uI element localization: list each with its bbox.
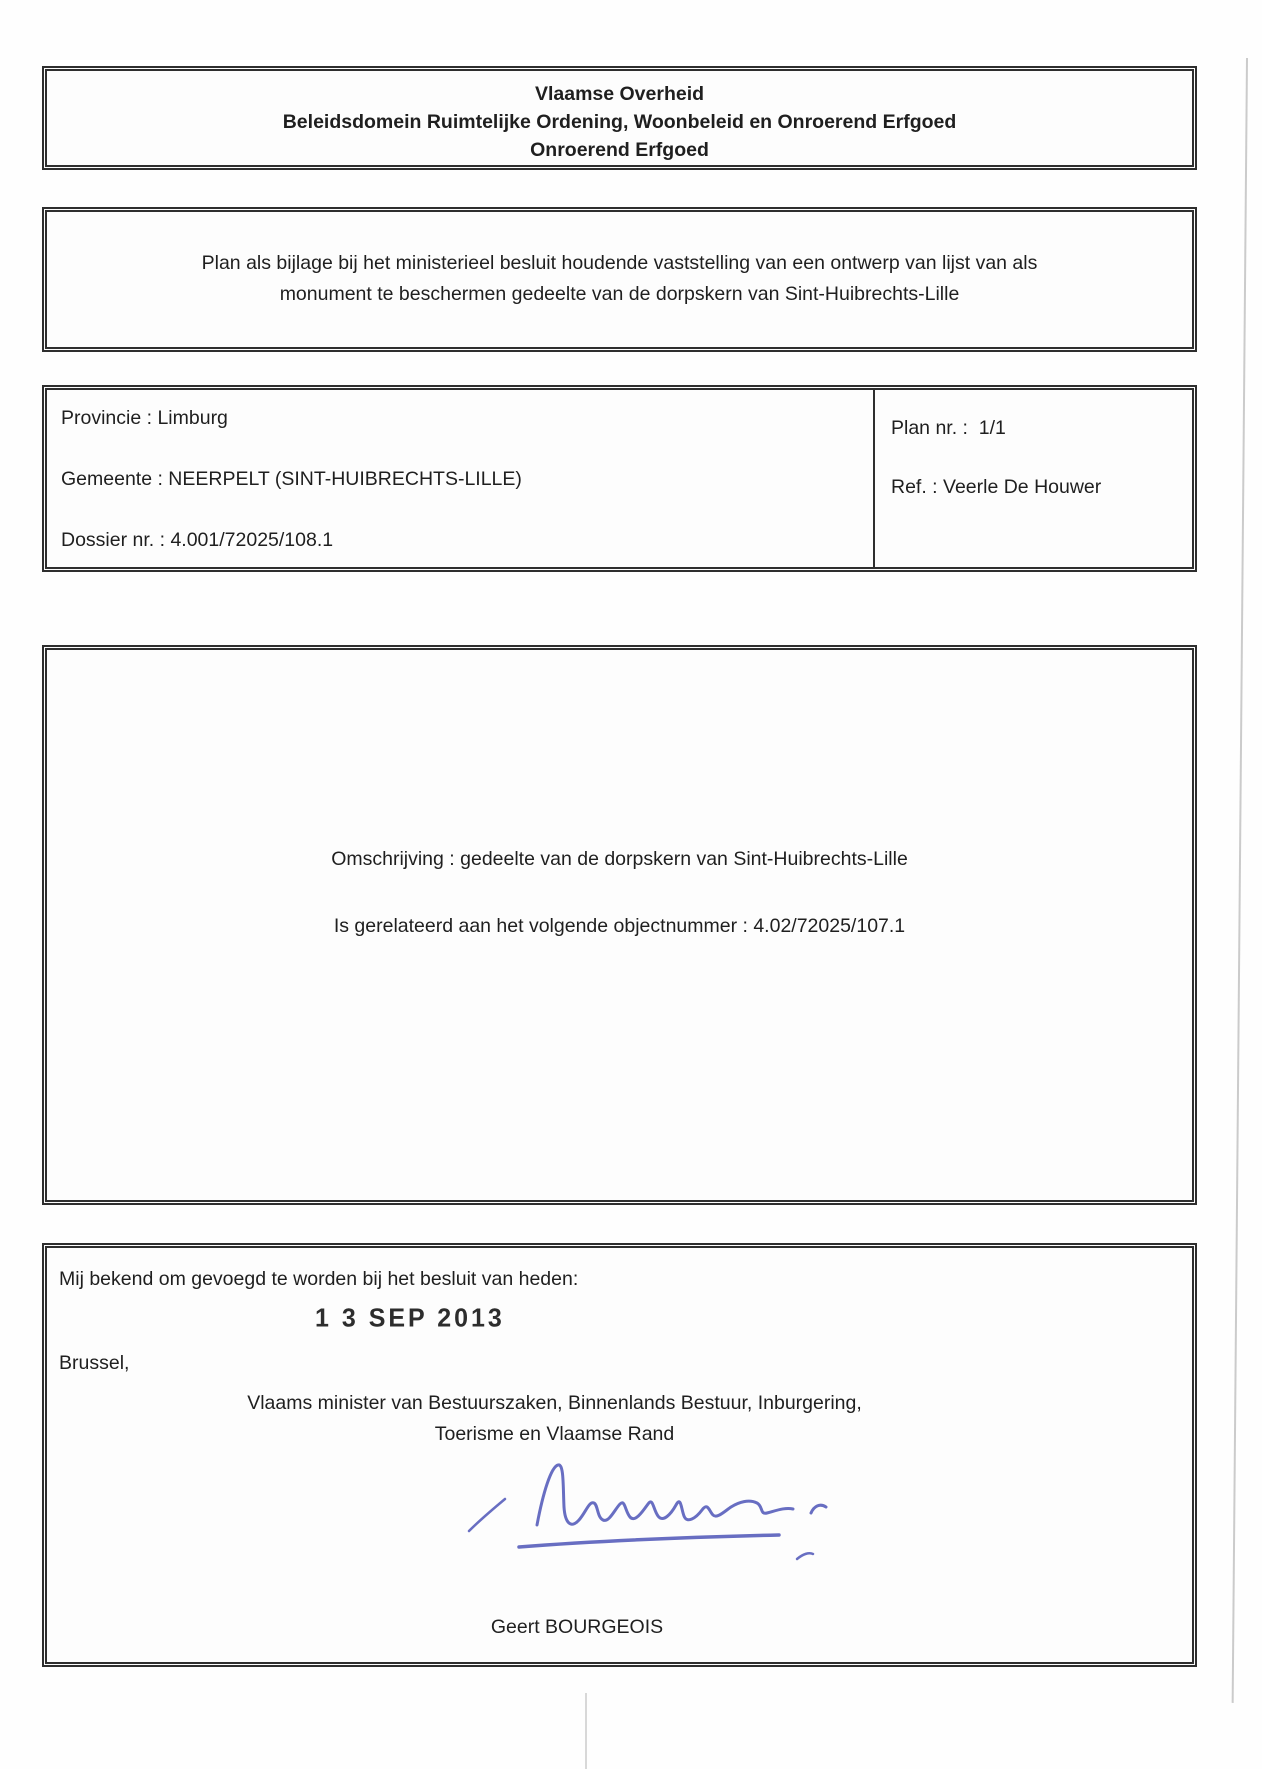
signature-box (42, 1243, 1197, 1667)
signer-name: Geert BOURGEOIS (490, 1616, 664, 1638)
omschrijving-line: Omschrijving : gedeelte van de dorpskern van Sint-Huibrechts-Lille (331, 848, 908, 870)
plan-title-line-1: Plan als bijlage bij het ministerieel besluit houdende vaststelling van een ontwerp van lijst van als (201, 252, 1038, 274)
header-box (42, 66, 1197, 170)
minister-title-line-2: Toerisme en Vlaamse Rand (434, 1423, 675, 1445)
header-policy-domain: Beleidsdomein Ruimtelijke Ordening, Woonbeleid en Onroerend Erfgoed (282, 111, 957, 133)
related-object-line: Is gerelateerd aan het volgende objectnummer : 4.02/72025/107.1 (333, 915, 906, 937)
header-org-name: Vlaamse Overheid (534, 83, 705, 105)
provincie-line: Provincie : Limburg (61, 407, 228, 429)
header-agency: Onroerend Erfgoed (530, 139, 709, 161)
date-stamp: 1 3 SEP 2013 (315, 1303, 505, 1333)
info-right-cell (875, 390, 1192, 567)
info-box (42, 385, 1197, 572)
description-box (42, 645, 1197, 1205)
ref-line: Ref. : Veerle De Houwer (891, 476, 1102, 498)
plan-nr-line: Plan nr. : 1/1 (891, 417, 1006, 439)
dossier-line: Dossier nr. : 4.001/72025/108.1 (61, 529, 334, 551)
plan-title-line-2: monument te beschermen gedeelte van de dorpskern van Sint-Huibrechts-Lille (279, 283, 960, 305)
minister-title-line-1: Vlaams minister van Bestuurszaken, Binnenlands Bestuur, Inburgering, (247, 1392, 862, 1414)
gemeente-line: Gemeente : NEERPELT (SINT-HUIBRECHTS-LILLE) (61, 468, 522, 490)
plan-title-box (42, 207, 1197, 352)
scan-edge-line-bottom (585, 1693, 587, 1769)
scan-edge-line-right (1232, 58, 1248, 1703)
place-line: Brussel, (59, 1352, 130, 1374)
info-left-cell (47, 390, 875, 567)
handwritten-signature (445, 1441, 875, 1576)
known-statement-line: Mij bekend om gevoegd te worden bij het besluit van heden: (59, 1268, 579, 1290)
